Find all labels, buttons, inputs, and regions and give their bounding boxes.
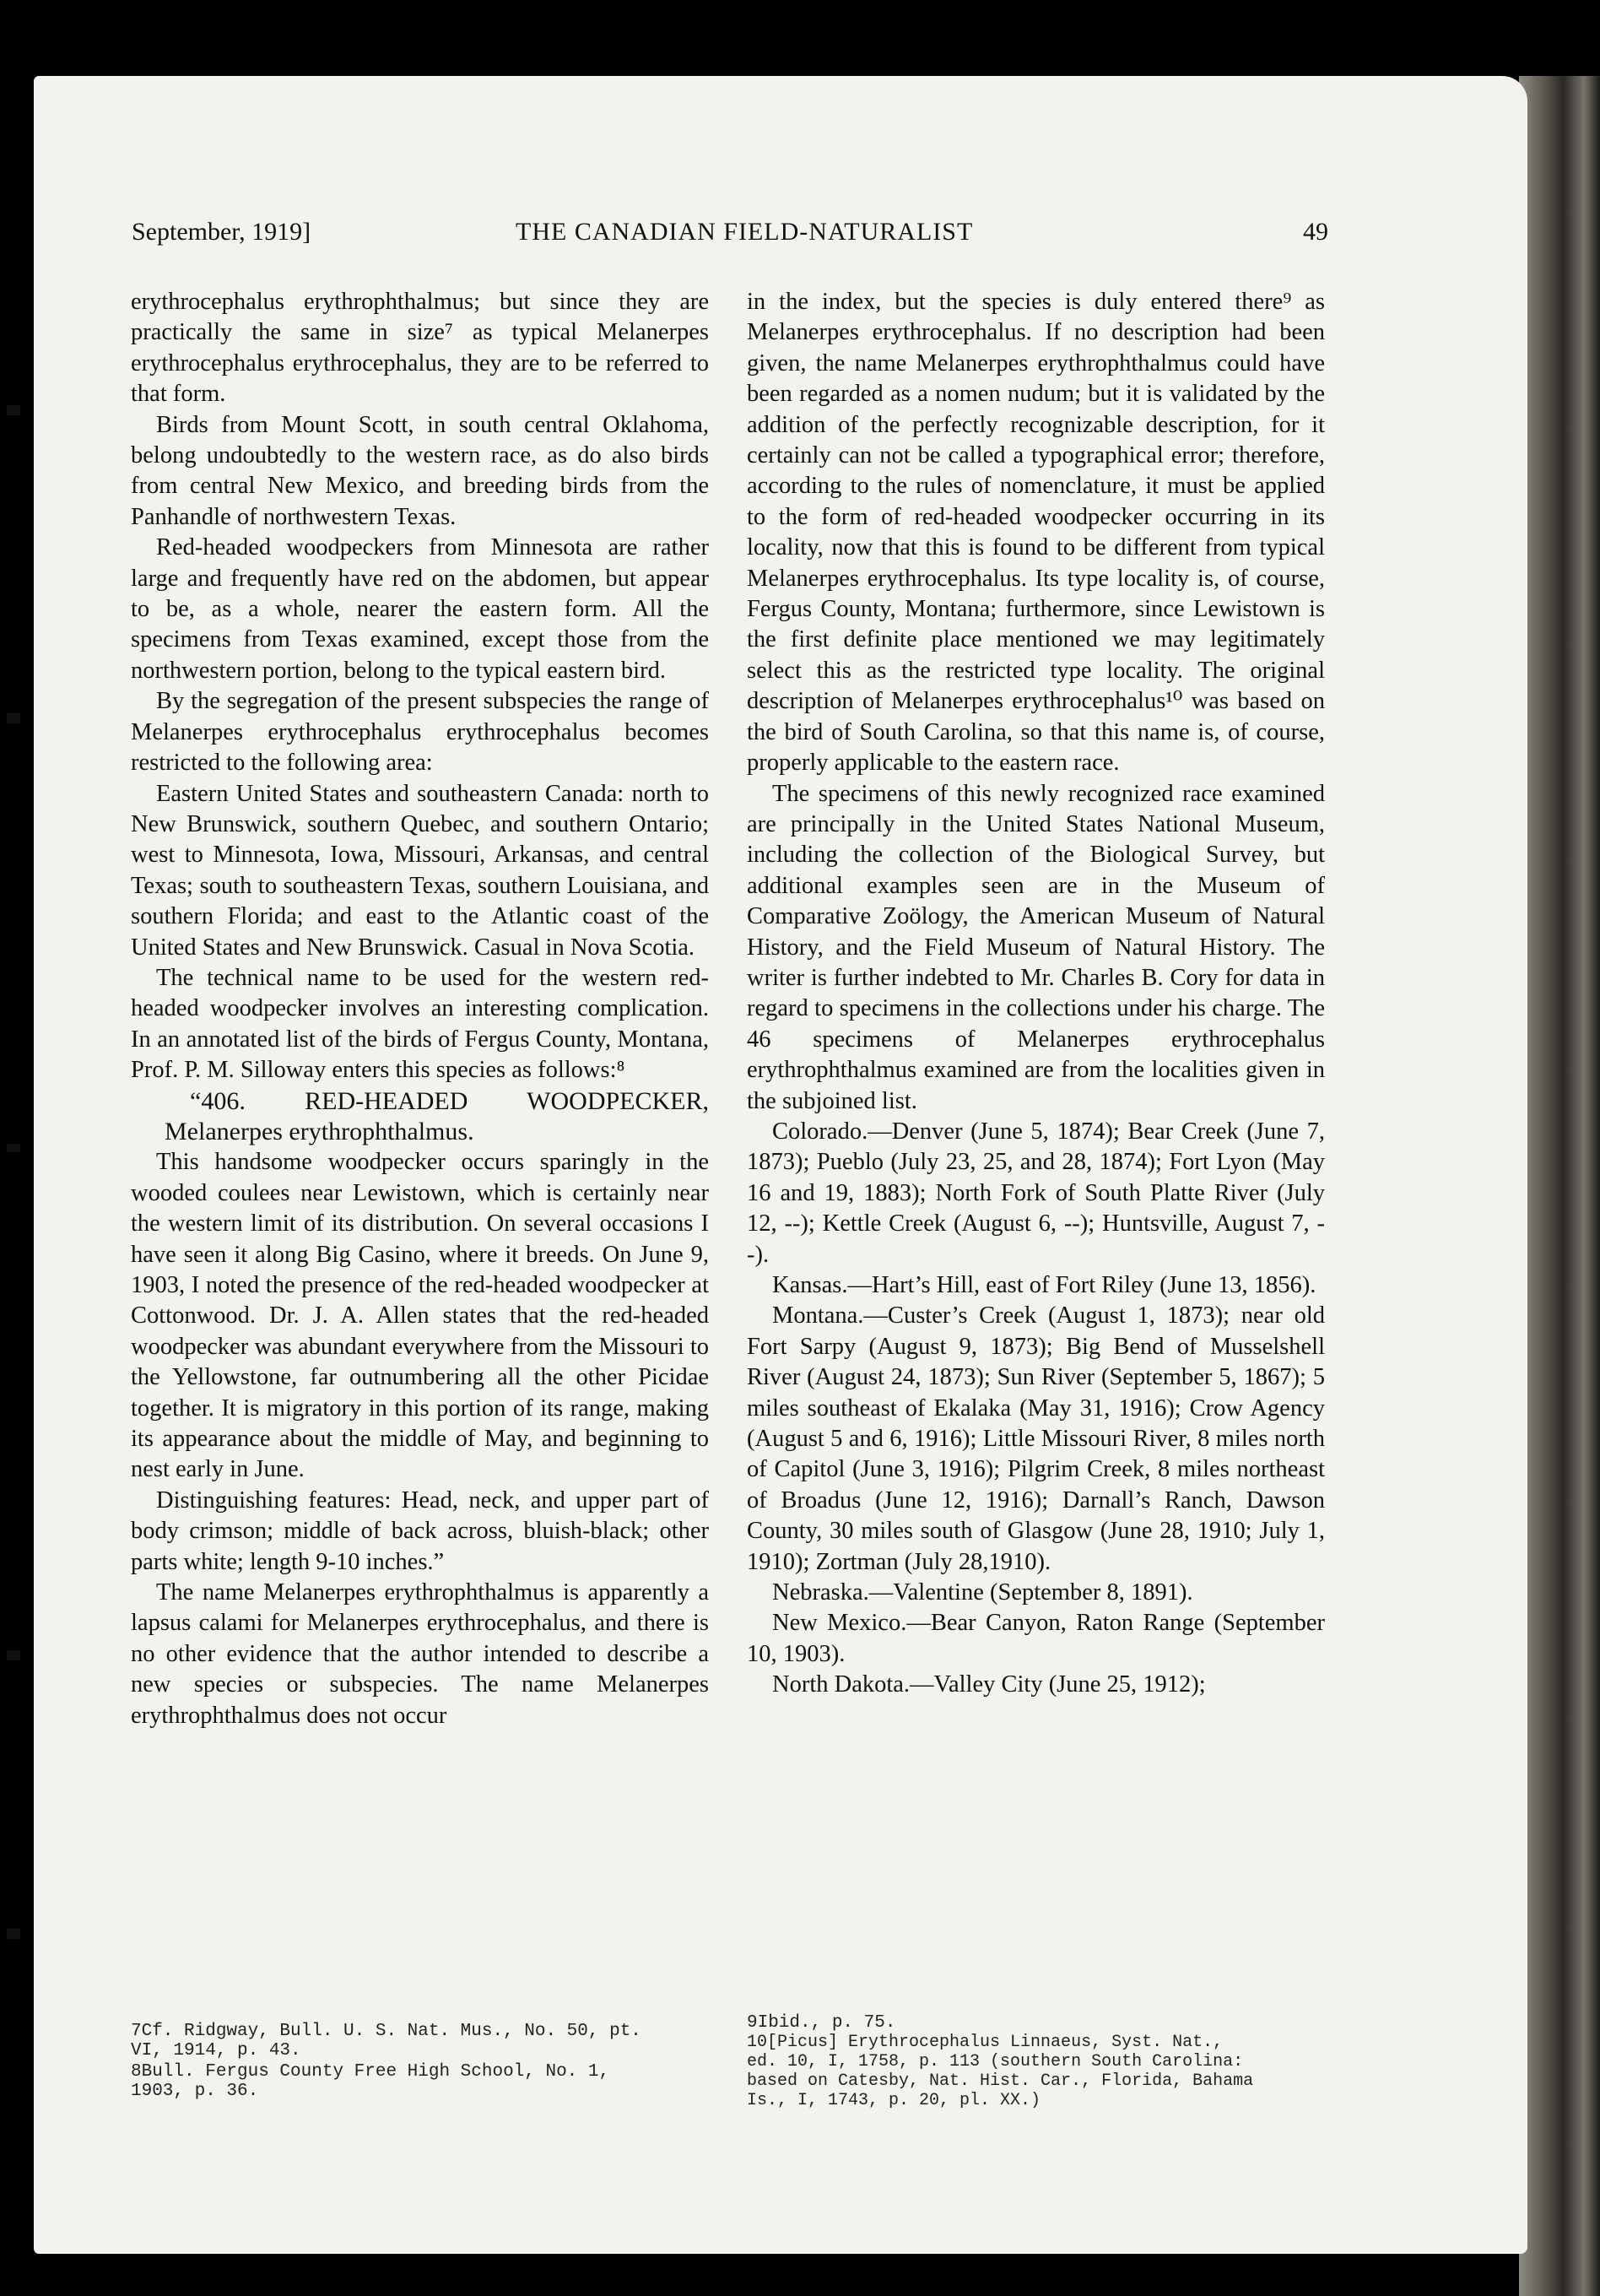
locality-entry: North Dakota.—Valley City (June 25, 1912); (772, 1671, 1206, 1698)
footnote-7: 7Cf. Ridgway, Bull. U. S. Nat. Mus., No. 50, pt. VI, 1914, p. 43. (131, 2022, 641, 2060)
paragraph: Birds from Mount Scott, in south central Oklahoma, belong undoubtedly to the western race, as do also birds from central New Mexico, and breeding birds from the Panhandle of northwestern Texas. (131, 411, 709, 530)
header-journal: THE CANADIAN FIELD-NATURALIST (516, 218, 974, 246)
paragraph: By the segregation of the present subspecies the range of Melanerpes erythrocephalus erythrocephalus becomes restricted to the following area: (131, 688, 709, 777)
paragraph: Eastern United States and southeastern Canada: north to New Brunswick, southern Quebec, and southern Ontario; west to Minnesota, Iowa, Missouri, Arkansas, and central Texas; south to southeastern Texas, southern Louisiana, and southern Florida; and east to the Atlantic coast of the United States and New Brunswick. Casual in Nova Scotia. (131, 780, 709, 961)
right-column (747, 287, 1325, 1701)
left-column (131, 287, 709, 1731)
paragraph: in the index, but the species is duly entered there⁹ as Melanerpes erythrocephalus. If no description had been given, the name Melanerpes erythrophthalmus could have been regarded as a nomen nudum; but it is validated by the addition of the perfectly recognizable description, for it certainly can not be called a typographical error; therefore, according to the rules of nomenclature, it must be applied to the form of red-headed woodpecker occurring in its locality, now that this is found to be different from typical Melanerpes erythrocephalus. Its type locality is, of course, Fergus County, Montana; furthermore, since Lewistown is the first definite place mentioned we may legitimately select this as the restricted type locality. The original description of Melanerpes erythrocephalus¹⁰ was based on the bird of South Carolina, so that this name is, of course, properly applicable to the eastern race. (747, 289, 1325, 777)
paragraph: The specimens of this newly recognized race examined are principally in the United States National Museum, including the collection of the Biological Survey, but additional examples seen are in the Museum of Comparative Zoölogy, the American Museum of Natural History, and the Field Museum of Natural History. The writer is further indebted to Mr. Charles B. Cory for data in regard to specimens in the collections under his charge. The 46 specimens of Melanerpes erythrocephalus erythrophthalmus examined are from the localities given in the subjoined list. (747, 780, 1325, 1114)
paragraph: This handsome woodpecker occurs sparingly in the wooded coulees near Lewistown, which is certainly near the western limit of its distribution. On several occasions I have seen it along Big Casino, where it breeds. On June 9, 1903, I noted the presence of the red-headed woodpecker at Cottonwood. Dr. J. A. Allen states that the red-headed woodpecker was abundant everywhere from the Missouri to the Yellowstone, far outnumbering all the other Picidae together. It is migratory in this portion of its range, making its appearance about the middle of May, and beginning to nest early in June. (131, 1149, 709, 1483)
quoted-species-heading: “406. RED-HEADED WOODPECKER, Melanerpes erythrophthalmus. (165, 1086, 709, 1145)
margin-mark (7, 713, 20, 723)
locality-entry: Montana.—Custer’s Creek (August 1, 1873); near old Fort Sarpy (August 9, 1873); Big Bend of Musselshell River (August 24, 1873); Sun River (September 5, 1867); 5 miles southeast of Ekalaka (May 31, 1916); Crow Agency (August 5 and 6, 1916); Little Missouri River, 8 miles north of Capitol (June 3, 1916); Pilgrim Creek, 8 miles northeast of Broadus (June 12, 1916); Darnall’s Ranch, Dawson County, 30 miles south of Glasgow (June 28, 1910; July 1, 1910); Zortman (July 28,1910). (747, 1302, 1325, 1575)
locality-entry: Colorado.—Denver (June 5, 1874); Bear Creek (June 7, 1873); Pueblo (July 23, 25, and 28, 1874); Fort Lyon (May 16 and 19, 1883); North Fork of South Platte River (July 12, --); Kettle Creek (August 6, --); Huntsville, August 7, --). (747, 1118, 1325, 1268)
margin-mark (7, 1650, 20, 1660)
footnote-10: 10[Picus] Erythrocephalus Linnaeus, Syst. Nat., ed. 10, I, 1758, p. 113 (southern South Carolina: based on Catesby, Nat. Hist. Car., Florida, Bahama Is., I, 1743, p. 20, pl. XX.) (747, 2033, 1254, 2110)
paragraph: Red-headed woodpeckers from Minnesota are rather large and frequently have red on the abdomen, but appear to be, as a whole, nearer the eastern form. All the specimens from Texas examined, except those from the northwestern portion, belong to the typical eastern bird. (131, 534, 709, 684)
footnote-8: 8Bull. Fergus County Free High School, No. 1, 1903, p. 36. (131, 2062, 610, 2101)
locality-entry: Nebraska.—Valentine (September 8, 1891). (772, 1579, 1193, 1606)
locality-entry: Kansas.—Hart’s Hill, east of Fort Riley (June 13, 1856). (772, 1272, 1316, 1298)
header-page-number: 49 (1303, 218, 1328, 246)
running-header (132, 218, 1328, 252)
header-date: September, 1919] (132, 218, 311, 246)
paragraph: Distinguishing features: Head, neck, and upper part of body crimson; middle of back across, bluish-black; other parts white; length 9-10 inches.” (131, 1486, 709, 1575)
margin-mark (7, 405, 20, 415)
paragraph: The name Melanerpes erythrophthalmus is apparently a lapsus calami for Melanerpes erythrocephalus, and there is no other evidence that the author intended to describe a new species or subspecies. The name Melanerpes erythrophthalmus does not occur (131, 1579, 709, 1729)
footnote-9: 9Ibid., p. 75. (747, 2013, 896, 2033)
book-page-edge (1519, 76, 1600, 2296)
locality-entry: New Mexico.—Bear Canyon, Raton Range (September 10, 1903). (747, 1610, 1325, 1667)
margin-mark (7, 1144, 20, 1152)
margin-mark (7, 1929, 20, 1939)
paragraph: The technical name to be used for the western red-headed woodpecker involves an interesting complication. In an annotated list of the birds of Fergus County, Montana, Prof. P. M. Silloway enters this species as follows:⁸ (131, 964, 709, 1084)
paragraph: erythrocephalus erythrophthalmus; but since they are practically the same in size⁷ as typical Melanerpes erythrocephalus erythrocephalus, they are to be referred to that form. (131, 289, 709, 408)
